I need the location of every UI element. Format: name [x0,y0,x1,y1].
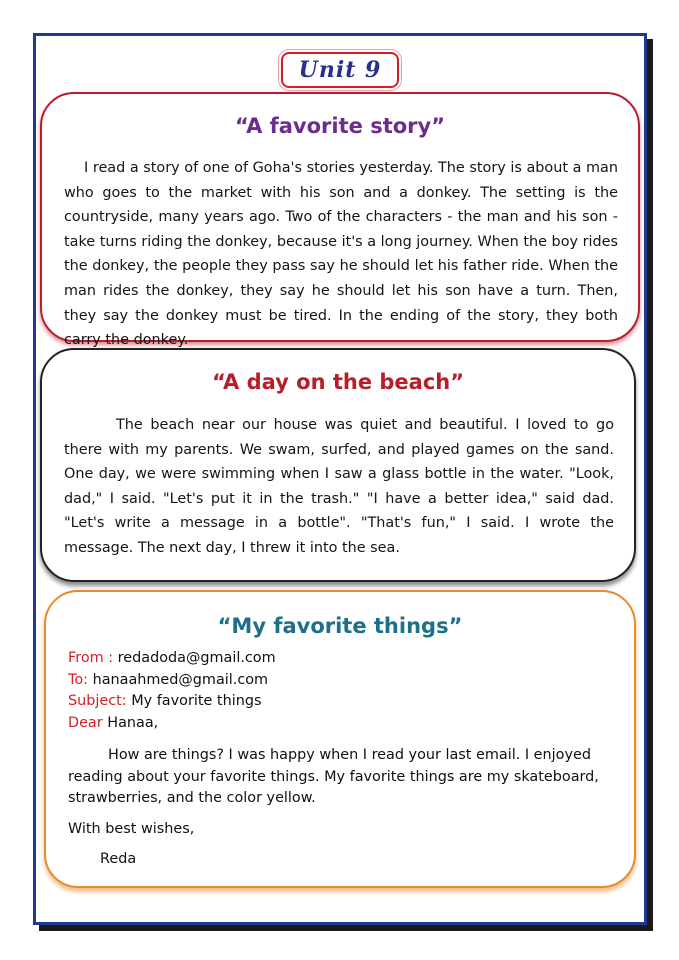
story-text: I read a story of one of Goha's stories yesterday. The story is about a man who goes to the market with his son and a donkey. The setting is the countryside, many years ago. Two of the characters - the man and his son - take turns riding the donkey, because it's a long journey. When the boy rides the donkey, the people they pass say he should let his father ride. When the man rides the donkey, they say he should let his son have a turn. Then, they say the donkey must be tired. In the ending of the story, they both carry the donkey. [64,160,618,349]
to-label: To: [68,671,88,688]
to-value: hanaahmed@gmail.com [92,671,269,688]
email-subject-line [68,691,614,713]
dear-value: Hanaa, [107,714,159,731]
email-greeting-line [68,713,614,735]
from-label: From : [68,650,114,666]
unit-badge [281,52,399,88]
email-to-line [68,670,614,692]
beach-card [40,348,636,582]
beach-title: “A day on the beach” [211,370,465,394]
from-value: redadoda@gmail.com [117,650,276,666]
subject-value: My favorite things [131,693,262,709]
subject-label: Subject: [68,693,127,709]
unit-title: Unit 9 [298,57,382,83]
email-content [68,648,614,871]
email-from-line [68,648,614,670]
story-card [40,92,640,349]
dear-label: Dear [68,714,103,731]
story-title: “A favorite story” [234,114,446,138]
email-signature: Reda [100,851,137,867]
beach-text: The beach near our house was quiet and beautiful. I loved to go there with my parents. We swam, surfed, and played games on the sand. One day, we were swimming when I saw a glass bottle in the water. "Look, dad," I said. "Let's put it in the trash." "I have a better idea," said dad. "Let's write a message in a bottle". "That's fun," I said. I wrote the message. The next day, I threw it into the sea. [64,417,614,556]
email-closing: With best wishes, [68,820,195,837]
email-card [44,590,636,888]
email-title: “My favorite things” [217,614,463,638]
email-body: How are things? I was happy when I read your last email. I enjoyed reading about your favorite things. My favorite things are my skateboard, strawberries, and the color yellow. [68,747,599,806]
